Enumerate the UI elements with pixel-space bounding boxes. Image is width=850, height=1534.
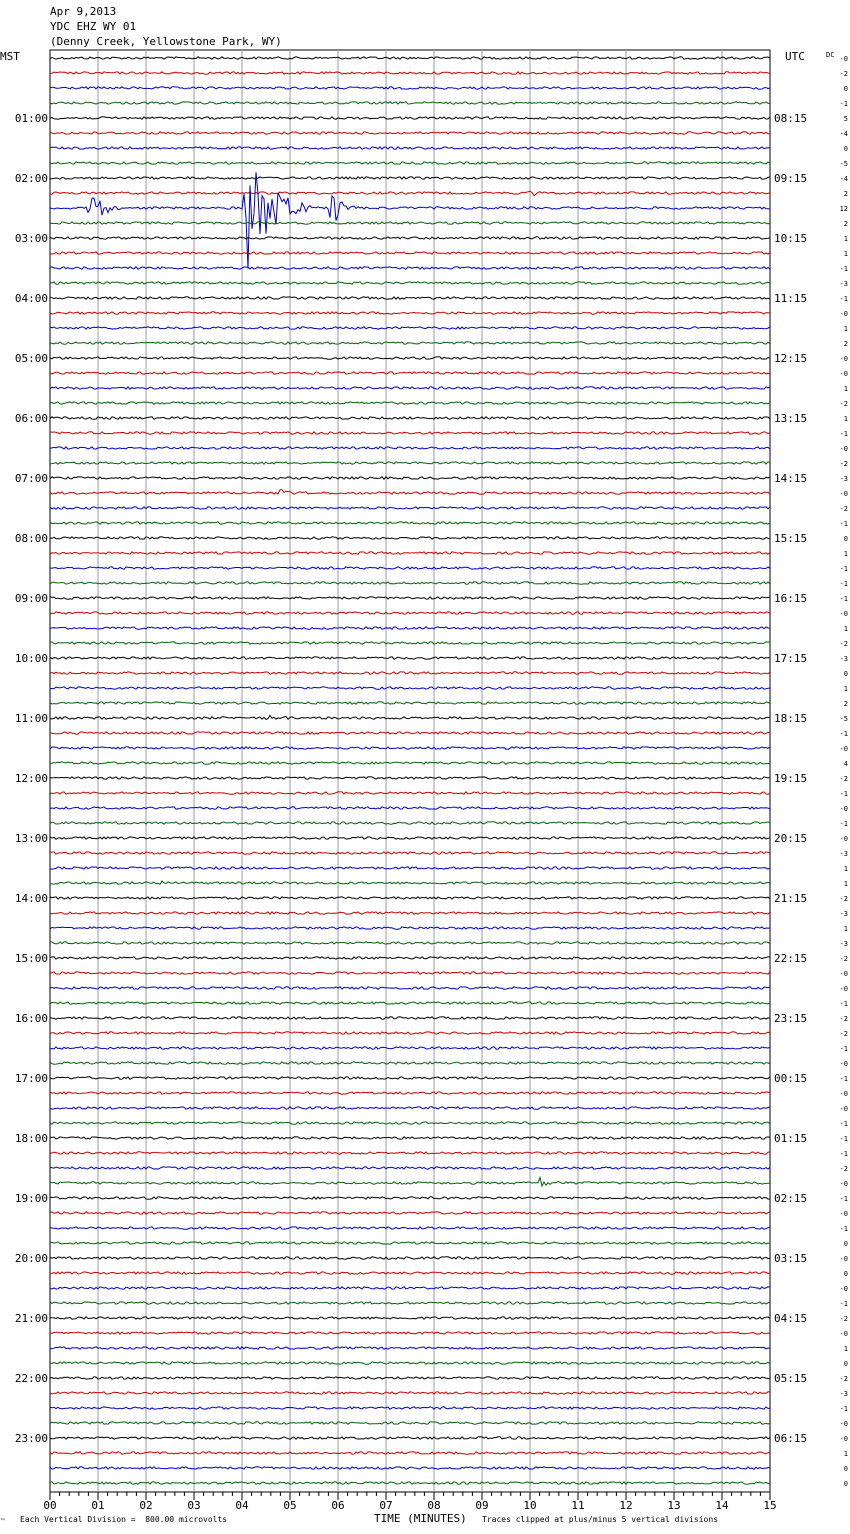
seismic-trace	[50, 1392, 770, 1394]
dc-offset-label: -1	[839, 520, 848, 528]
seismic-trace	[50, 1002, 770, 1004]
dc-offset-label: 0	[843, 535, 848, 543]
seismic-trace	[50, 642, 770, 644]
right-hour-label: 09:15	[774, 172, 808, 185]
seismic-trace	[50, 537, 770, 539]
seismic-trace	[50, 1177, 770, 1186]
x-tick-label: 06	[331, 1499, 345, 1512]
dc-offset-label: -1	[839, 265, 848, 273]
seismic-trace	[50, 402, 770, 404]
right-timezone-label: UTC	[785, 50, 805, 63]
dc-offset-label: -0	[839, 445, 848, 453]
left-hour-label: 11:00	[14, 712, 48, 725]
seismic-trace	[50, 477, 770, 479]
seismic-trace	[50, 957, 770, 959]
seismic-trace	[50, 490, 770, 495]
left-hour-label: 02:00	[14, 172, 48, 185]
seismic-trace	[50, 522, 770, 524]
dc-offset-label: -1	[839, 580, 848, 588]
seismic-trace	[50, 312, 770, 314]
seismic-trace	[50, 267, 770, 269]
dc-offset-label: 0	[843, 1270, 848, 1278]
seismic-trace	[50, 822, 770, 824]
dc-offset-label: -1	[839, 1120, 848, 1128]
seismic-trace	[50, 867, 770, 869]
seismic-trace	[50, 942, 770, 944]
right-hour-label: 02:15	[774, 1192, 808, 1205]
x-tick-label: 09	[475, 1499, 489, 1512]
dc-offset-label: -2	[839, 70, 848, 78]
dc-offset-label: 2	[843, 340, 848, 348]
seismic-trace	[50, 612, 770, 614]
seismic-trace	[50, 715, 770, 719]
seismic-trace	[50, 1452, 770, 1454]
right-hour-label: 08:15	[774, 112, 808, 125]
left-hour-label: 20:00	[14, 1252, 48, 1265]
seismic-trace	[50, 342, 770, 344]
seismic-trace	[50, 1317, 770, 1319]
left-hour-label: 05:00	[14, 352, 48, 365]
dc-offset-label: -0	[839, 355, 848, 363]
scale-note: Each Vertical Division = 800.00 microvolts	[20, 1515, 228, 1524]
right-hour-label: 17:15	[774, 652, 808, 665]
left-hour-label: 08:00	[14, 532, 48, 545]
dc-offset-label: -0	[839, 1420, 848, 1428]
seismic-trace	[50, 657, 770, 659]
left-hour-label: 13:00	[14, 832, 48, 845]
seismic-trace	[50, 972, 770, 974]
dc-offset-label: 0	[843, 670, 848, 678]
dc-offset-label: -2	[839, 400, 848, 408]
dc-offset-label: -5	[839, 715, 848, 723]
x-tick-label: 13	[667, 1499, 681, 1512]
seismic-trace	[50, 1092, 770, 1094]
chart-date: Apr 9,2013	[50, 5, 117, 18]
seismic-trace	[50, 1467, 770, 1469]
seismic-trace	[50, 357, 770, 359]
dc-offset-label: 1	[843, 685, 848, 693]
dc-offset-label: -1	[839, 1150, 848, 1158]
dc-offset-label: 1	[843, 385, 848, 393]
seismic-trace	[50, 1347, 770, 1349]
seismic-trace	[50, 147, 770, 149]
seismic-trace	[50, 702, 770, 704]
x-tick-label: 11	[571, 1499, 585, 1512]
seismic-trace	[50, 1032, 770, 1034]
seismic-trace	[50, 1422, 770, 1424]
dc-offset-label: 1	[843, 550, 848, 558]
x-tick-label: 10	[523, 1499, 537, 1512]
dc-offset-label: -0	[839, 805, 848, 813]
left-hour-label: 12:00	[14, 772, 48, 785]
dc-offset-label: 1	[843, 880, 848, 888]
seismic-trace	[50, 297, 770, 299]
dc-offset-label: -1	[839, 1405, 848, 1413]
seismic-trace	[50, 327, 770, 329]
dc-offset-label: 1	[843, 625, 848, 633]
dc-offset-label: -3	[839, 850, 848, 858]
left-timezone-label: MST	[0, 50, 20, 63]
dc-offset-label: -1	[839, 595, 848, 603]
seismic-trace	[50, 807, 770, 809]
seismic-trace	[50, 852, 770, 854]
seismic-trace	[50, 597, 770, 599]
dc-offset-label: -1	[839, 820, 848, 828]
logo-mark: ™	[1, 1518, 5, 1525]
dc-offset-label: -0	[839, 970, 848, 978]
dc-offset-label: -2	[839, 775, 848, 783]
dc-offset-label: -2	[839, 1030, 848, 1038]
dc-offset-label: -0	[839, 745, 848, 753]
seismic-trace	[50, 1047, 770, 1049]
dc-offset-label: -1	[839, 430, 848, 438]
seismic-trace	[50, 1122, 770, 1124]
left-hour-label: 19:00	[14, 1192, 48, 1205]
seismic-trace	[50, 1077, 770, 1079]
x-tick-label: 14	[715, 1499, 729, 1512]
seismic-trace	[50, 132, 770, 134]
x-tick-label: 05	[283, 1499, 297, 1512]
dc-offset-label: 1	[843, 1450, 848, 1458]
right-hour-label: 16:15	[774, 592, 808, 605]
left-hour-label: 04:00	[14, 292, 48, 305]
dc-offset-label: -3	[839, 655, 848, 663]
right-hour-label: 01:15	[774, 1132, 808, 1145]
seismic-trace	[50, 672, 770, 674]
seismic-trace	[50, 1062, 770, 1064]
seismic-trace	[50, 1212, 770, 1214]
right-hour-label: 18:15	[774, 712, 808, 725]
dc-offset-label: -0	[839, 1255, 848, 1263]
dc-offset-label: -2	[839, 505, 848, 513]
seismic-trace	[50, 927, 770, 929]
dc-offset-label: -1	[839, 730, 848, 738]
station-code: YDC EHZ WY 01	[50, 20, 137, 33]
left-hour-label: 17:00	[14, 1072, 48, 1085]
seismic-trace	[50, 282, 770, 284]
dc-offset-label: -3	[839, 280, 848, 288]
seismic-trace	[50, 1287, 770, 1289]
seismic-trace	[50, 687, 770, 689]
seismic-trace	[50, 102, 770, 104]
dc-offset-label: -1	[839, 790, 848, 798]
clip-note: Traces clipped at plus/minus 5 vertical divisions	[482, 1515, 719, 1524]
dc-offset-label: -0	[839, 1060, 848, 1068]
seismic-trace	[50, 1197, 770, 1199]
seismic-trace	[50, 447, 770, 449]
seismic-trace	[50, 881, 770, 884]
seismic-trace	[50, 162, 770, 164]
seismic-trace	[50, 387, 770, 389]
x-tick-label: 04	[235, 1499, 249, 1512]
right-hour-label: 13:15	[774, 412, 808, 425]
dc-offset-label: -1	[839, 100, 848, 108]
seismic-trace	[50, 1107, 770, 1109]
right-hour-label: 20:15	[774, 832, 808, 845]
seismic-trace	[50, 552, 770, 554]
dc-offset-label: -1	[839, 1225, 848, 1233]
seismic-trace	[50, 177, 770, 179]
left-hour-label: 07:00	[14, 472, 48, 485]
seismic-trace	[50, 87, 770, 89]
dc-offset-label: -0	[839, 55, 848, 63]
left-hour-label: 06:00	[14, 412, 48, 425]
right-hour-label: 12:15	[774, 352, 808, 365]
dc-offset-label: -1	[839, 565, 848, 573]
left-hour-label: 03:00	[14, 232, 48, 245]
dc-offset-label: -0	[839, 610, 848, 618]
seismic-trace	[50, 1242, 770, 1244]
dc-offset-label: 1	[843, 925, 848, 933]
seismic-trace	[50, 627, 770, 629]
dc-offset-label: 2	[843, 700, 848, 708]
right-hour-label: 10:15	[774, 232, 808, 245]
dc-offset-label: -2	[839, 640, 848, 648]
seismic-trace	[50, 762, 770, 764]
dc-offset-label: -4	[839, 130, 848, 138]
dc-offset-label: -2	[839, 460, 848, 468]
seismic-trace	[50, 1167, 770, 1169]
seismic-trace	[50, 567, 770, 569]
seismic-trace	[50, 1482, 770, 1484]
seismic-trace	[50, 987, 770, 989]
dc-offset-label: -2	[839, 1315, 848, 1323]
dc-label: DC	[826, 51, 835, 59]
right-hour-label: 03:15	[774, 1252, 808, 1265]
right-hour-label: 14:15	[774, 472, 808, 485]
left-hour-label: 21:00	[14, 1312, 48, 1325]
dc-offset-label: -2	[839, 955, 848, 963]
right-hour-label: 22:15	[774, 952, 808, 965]
seismic-trace	[50, 912, 770, 914]
dc-offset-label: 0	[843, 1360, 848, 1368]
dc-offset-label: 0	[843, 1240, 848, 1248]
dc-offset-label: -3	[839, 940, 848, 948]
seismic-trace	[50, 732, 770, 734]
left-hour-label: 15:00	[14, 952, 48, 965]
x-tick-label: 07	[379, 1499, 393, 1512]
station-location: (Denny Creek, Yellowstone Park, WY)	[50, 35, 282, 48]
seismic-trace	[50, 1437, 770, 1439]
seismic-trace	[50, 792, 770, 794]
right-hour-label: 00:15	[774, 1072, 808, 1085]
dc-offset-label: -3	[839, 910, 848, 918]
right-hour-label: 15:15	[774, 532, 808, 545]
dc-offset-label: -0	[839, 1105, 848, 1113]
left-hour-label: 14:00	[14, 892, 48, 905]
seismic-trace	[50, 777, 770, 779]
left-hour-label: 18:00	[14, 1132, 48, 1145]
seismic-trace	[50, 582, 770, 584]
seismic-trace	[50, 1302, 770, 1304]
x-tick-label: 12	[619, 1499, 633, 1512]
dc-offset-label: -1	[839, 295, 848, 303]
dc-offset-label: -0	[839, 370, 848, 378]
dc-offset-label: -5	[839, 160, 848, 168]
seismic-trace	[50, 252, 770, 254]
right-hour-label: 04:15	[774, 1312, 808, 1325]
dc-offset-label: 12	[839, 205, 848, 213]
x-tick-label: 01	[91, 1499, 105, 1512]
seismic-trace	[50, 72, 770, 74]
right-hour-label: 21:15	[774, 892, 808, 905]
dc-offset-label: 2	[843, 220, 848, 228]
dc-offset-label: -2	[839, 1165, 848, 1173]
seismic-trace	[50, 372, 770, 374]
dc-offset-label: -0	[839, 310, 848, 318]
dc-offset-label: -3	[839, 1390, 848, 1398]
seismic-trace	[50, 1227, 770, 1229]
dc-offset-label: -4	[839, 175, 848, 183]
dc-offset-label: -2	[839, 895, 848, 903]
dc-offset-label: -0	[839, 1210, 848, 1218]
seismic-trace	[50, 1362, 770, 1364]
seismic-trace	[50, 837, 770, 839]
dc-offset-label: -0	[839, 1435, 848, 1443]
x-tick-label: 00	[43, 1499, 57, 1512]
x-axis-title: TIME (MINUTES)	[374, 1512, 467, 1525]
x-tick-label: 08	[427, 1499, 441, 1512]
dc-offset-label: 5	[843, 115, 848, 123]
dc-offset-label: 1	[843, 415, 848, 423]
dc-offset-label: 1	[843, 325, 848, 333]
seismic-trace	[50, 117, 770, 119]
right-hour-label: 06:15	[774, 1432, 808, 1445]
seismic-trace	[50, 1017, 770, 1019]
left-hour-label: 09:00	[14, 592, 48, 605]
left-hour-label: 10:00	[14, 652, 48, 665]
left-hour-label: 22:00	[14, 1372, 48, 1385]
dc-offset-label: -1	[839, 1135, 848, 1143]
left-hour-label: 01:00	[14, 112, 48, 125]
dc-offset-label: 1	[843, 865, 848, 873]
seismic-trace	[50, 1377, 770, 1379]
dc-offset-label: 1	[843, 235, 848, 243]
dc-offset-label: 0	[843, 85, 848, 93]
seismic-trace	[50, 417, 770, 419]
dc-offset-label: -0	[839, 835, 848, 843]
x-tick-label: 03	[187, 1499, 201, 1512]
left-hour-label: 23:00	[14, 1432, 48, 1445]
seismic-trace	[50, 897, 770, 899]
x-tick-label: 15	[763, 1499, 777, 1512]
seismic-trace	[50, 1332, 770, 1334]
dc-offset-label: -0	[839, 1285, 848, 1293]
dc-offset-label: -1	[839, 1075, 848, 1083]
seismic-trace	[50, 1272, 770, 1274]
dc-offset-label: -1	[839, 1000, 848, 1008]
dc-offset-label: -0	[839, 490, 848, 498]
dc-offset-label: -1	[839, 1195, 848, 1203]
dc-offset-label: -1	[839, 1300, 848, 1308]
dc-offset-label: -0	[839, 1090, 848, 1098]
right-hour-label: 23:15	[774, 1012, 808, 1025]
seismic-trace	[50, 1257, 770, 1259]
dc-offset-label: 0	[843, 145, 848, 153]
right-hour-label: 05:15	[774, 1372, 808, 1385]
right-hour-label: 19:15	[774, 772, 808, 785]
seismic-trace	[50, 57, 770, 59]
dc-offset-label: -0	[839, 985, 848, 993]
dc-offset-label: 1	[843, 250, 848, 258]
dc-offset-label: -0	[839, 1330, 848, 1338]
seismic-trace	[50, 237, 770, 239]
dc-offset-label: -1	[839, 1045, 848, 1053]
dc-offset-label: -2	[839, 1375, 848, 1383]
x-tick-label: 02	[139, 1499, 153, 1512]
dc-offset-label: -2	[839, 1015, 848, 1023]
right-hour-label: 11:15	[774, 292, 808, 305]
dc-offset-label: 0	[843, 1480, 848, 1488]
dc-offset-label: 0	[843, 1465, 848, 1473]
seismic-trace	[50, 1137, 770, 1139]
dc-offset-label: 1	[843, 1345, 848, 1353]
dc-offset-label: 4	[843, 760, 848, 768]
dc-offset-label: -3	[839, 475, 848, 483]
dc-offset-label: 2	[843, 190, 848, 198]
left-hour-label: 16:00	[14, 1012, 48, 1025]
seismic-trace	[50, 222, 770, 224]
seismic-trace	[50, 462, 770, 464]
seismic-trace	[50, 191, 770, 195]
seismic-trace	[50, 1407, 770, 1409]
seismic-trace	[50, 747, 770, 749]
seismic-trace	[50, 1152, 770, 1154]
dc-offset-label: -0	[839, 1180, 848, 1188]
seismic-trace	[50, 432, 770, 434]
seismic-trace	[50, 507, 770, 509]
